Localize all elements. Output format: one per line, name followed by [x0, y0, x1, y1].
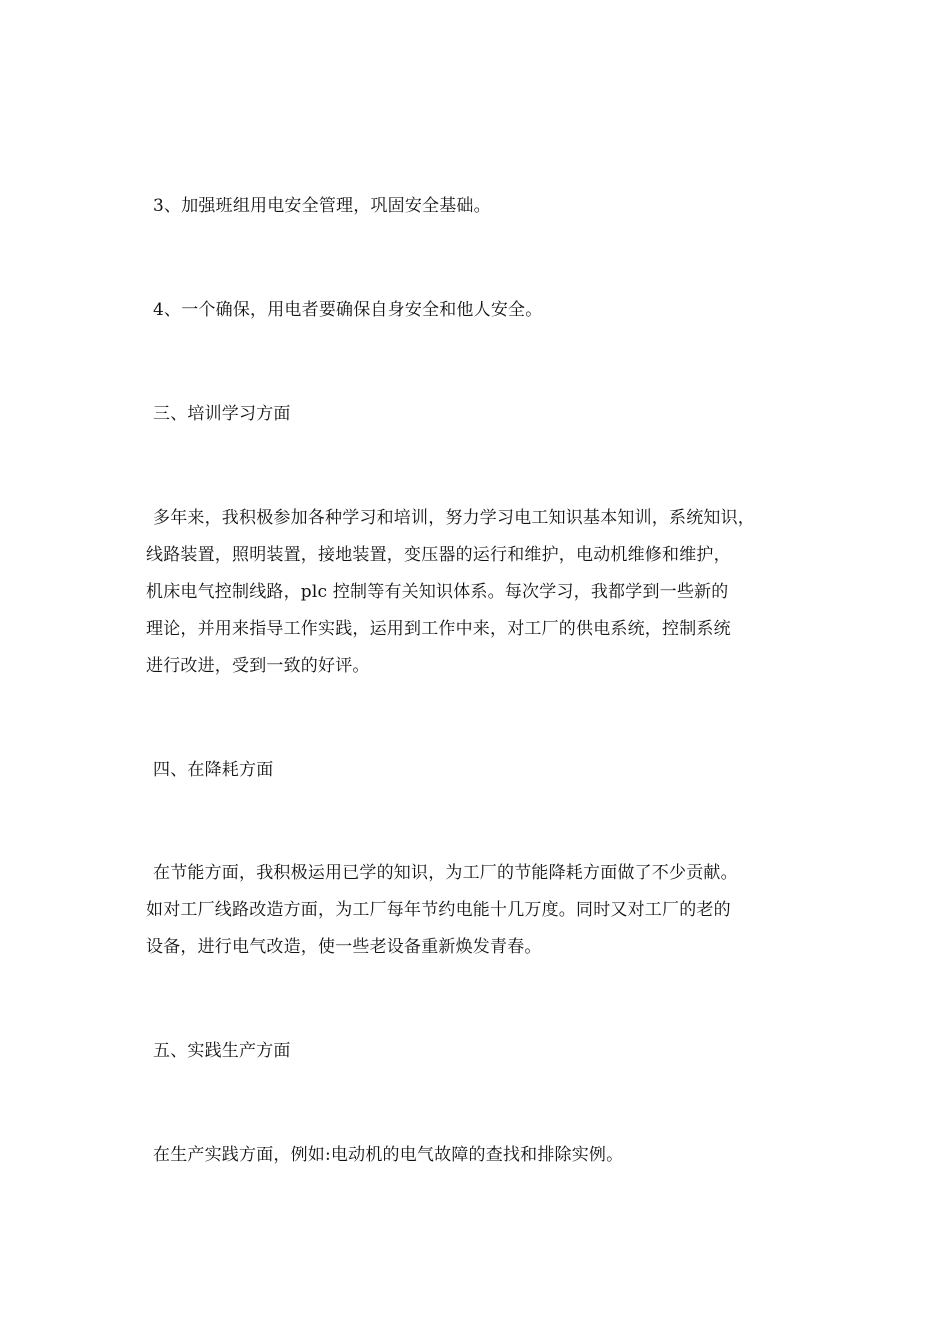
- paragraph-line: 理论，并用来指导工作实践，运用到工作中来，对工厂的供电系统，控制系统: [146, 619, 731, 639]
- paragraph-line: 在生产实践方面，例如:电动机的电气故障的查找和排除实例。: [153, 1145, 624, 1165]
- paragraph-line: 进行改进，受到一致的好评。: [146, 656, 370, 676]
- list-item-3: 3、加强班组用电安全管理，巩固安全基础。: [153, 196, 491, 216]
- paragraph-line: 机床电气控制线路，plc 控制等有关知识体系。每次学习，我都学到一些新的: [146, 582, 729, 602]
- section-heading-energy-saving: 四、在降耗方面: [153, 760, 274, 780]
- list-item-4: 4、一个确保，用电者要确保自身安全和他人安全。: [153, 300, 543, 320]
- paragraph-line: 如对工厂线路改造方面，为工厂每年节约电能十几万度。同时又对工厂的老的: [146, 900, 731, 920]
- paragraph-line: 在节能方面，我积极运用已学的知识，为工厂的节能降耗方面做了不少贡献。: [153, 863, 738, 883]
- paragraph-line: 设备，进行电气改造，使一些老设备重新焕发青春。: [146, 937, 542, 957]
- section-heading-training: 三、培训学习方面: [153, 404, 291, 424]
- section-heading-production: 五、实践生产方面: [153, 1041, 291, 1061]
- paragraph-line: 线路装置，照明装置，接地装置，变压器的运行和维护，电动机维修和维护，: [146, 545, 731, 565]
- paragraph-line: 多年来，我积极参加各种学习和培训，努力学习电工知识基本知训，系统知识，: [153, 508, 755, 528]
